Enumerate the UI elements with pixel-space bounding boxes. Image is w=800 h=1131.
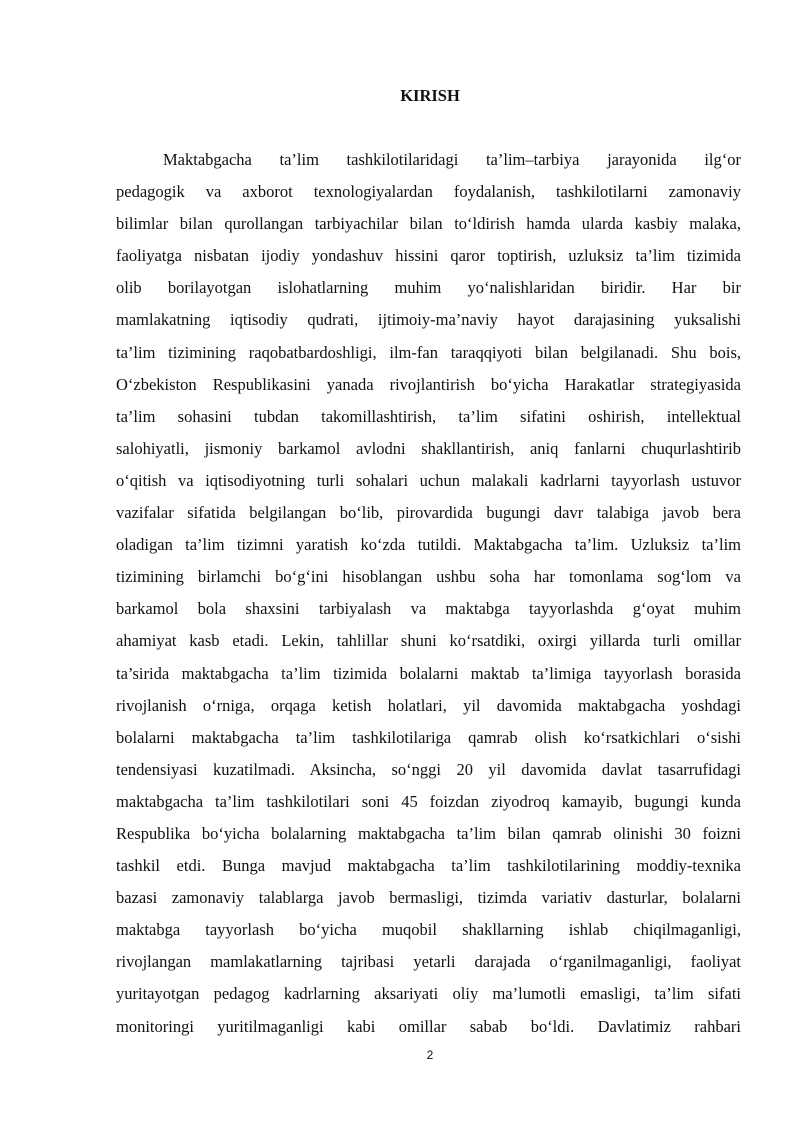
text-line: rivojlanish o‘rniga, orqaga ketish holatlari, yil davomida maktabgacha yoshdagi bbox=[116, 695, 741, 715]
text-line: pedagogik va axborot texnologiyalardan foydalanish, tashkilotilarni zamonaviy bbox=[116, 182, 741, 202]
text-line: maktabga tayyorlash bo‘yicha muqobil shakllarning ishlab chiqilmaganligi, bbox=[116, 920, 741, 940]
text-line: olib borilayotgan islohatlarning muhim yo‘nalishlaridan biridir. Har bir bbox=[116, 278, 741, 298]
text-line: monitoringi yuritilmaganligi kabi omillar sabab bo‘ldi. Davlatimiz rahbari bbox=[116, 1016, 741, 1036]
text-line: bolalarni maktabgacha ta’lim tashkilotilariga qamrab olish ko‘rsatkichlari o‘sishi bbox=[116, 727, 741, 747]
text-line: vazifalar sifatida belgilangan bo‘lib, pirovardida bugungi davr talabiga javob bera bbox=[116, 503, 741, 523]
text-line: maktabgacha ta’lim tashkilotilari soni 45 foizdan ziyodroq kamayib, bugungi kunda bbox=[116, 791, 741, 811]
text-line: O‘zbekiston Respublikasini yanada rivojlantirish bo‘yicha Harakatlar strategiyasida bbox=[116, 374, 741, 394]
page-number: 2 bbox=[426, 1048, 434, 1062]
text-line: Maktabgacha ta’lim tashkilotilaridagi ta’lim–tarbiya jarayonida ilg‘or bbox=[163, 150, 741, 169]
text-line: Respublika bo‘yicha bolalarning maktabgacha ta’lim bilan qamrab olinishi 30 foizni bbox=[116, 823, 741, 843]
text-line: bazasi zamonaviy talablarga javob bermasligi, tizimda variativ dasturlar, bolalarni bbox=[116, 888, 741, 908]
text-line: bilimlar bilan qurollangan tarbiyachilar bilan to‘ldirish hamda ularda kasbiy malaka, bbox=[116, 214, 741, 234]
body-text bbox=[116, 150, 741, 1049]
text-line: ta’lim sohasini tubdan takomillashtirish, ta’lim sifatini oshirish, intellektual bbox=[116, 406, 741, 426]
text-line: barkamol bola shaxsini tarbiyalash va maktabga tayyorlashda g‘oyat muhim bbox=[116, 599, 741, 619]
text-line: tashkil etdi. Bunga mavjud maktabgacha ta’lim tashkilotilarining moddiy-texnika bbox=[116, 856, 741, 876]
text-line: oladigan ta’lim tizimni yaratish ko‘zda tutildi. Maktabgacha ta’lim. Uzluksiz ta’lim bbox=[116, 535, 741, 555]
text-line: ta’lim tizimining raqobatbardoshligi, ilm-fan taraqqiyoti bilan belgilanadi. Shu bois, bbox=[116, 342, 741, 362]
text-line: faoliyatga nisbatan ijodiy yondashuv hissini qaror toptirish, uzluksiz ta’lim tizimida bbox=[116, 246, 741, 266]
text-line: tizimining birlamchi bo‘g‘ini hisoblangan ushbu soha har tomonlama sog‘lom va bbox=[116, 567, 741, 587]
text-line: yuritayotgan pedagog kadrlarning aksariyati oliy ma’lumotli emasligi, ta’lim sifati bbox=[116, 984, 741, 1004]
text-line: o‘qitish va iqtisodiyotning turli sohalari uchun malakali kadrlarni tayyorlash ustuvor bbox=[116, 470, 741, 490]
text-line: ahamiyat kasb etadi. Lekin, tahlillar shuni ko‘rsatdiki, oxirgi yillarda turli omillar bbox=[116, 631, 741, 651]
section-heading: KIRISH bbox=[400, 86, 460, 105]
text-line: ta’sirida maktabgacha ta’lim tizimida bolalarni maktab ta’limiga tayyorlash borasida bbox=[116, 663, 741, 683]
text-line: salohiyatli, jismoniy barkamol avlodni shakllantirish, aniq fanlarni chuqurlashtirib bbox=[116, 438, 741, 458]
text-line: tendensiyasi kuzatilmadi. Aksincha, so‘nggi 20 yil davomida davlat tasarrufidagi bbox=[116, 759, 741, 779]
text-line: mamlakatning iqtisodiy qudrati, ijtimoiy-ma’naviy hayot darajasining yuksalishi bbox=[116, 310, 741, 330]
text-line: rivojlangan mamlakatlarning tajribasi yetarli darajada o‘rganilmaganligi, faoliyat bbox=[116, 952, 741, 972]
